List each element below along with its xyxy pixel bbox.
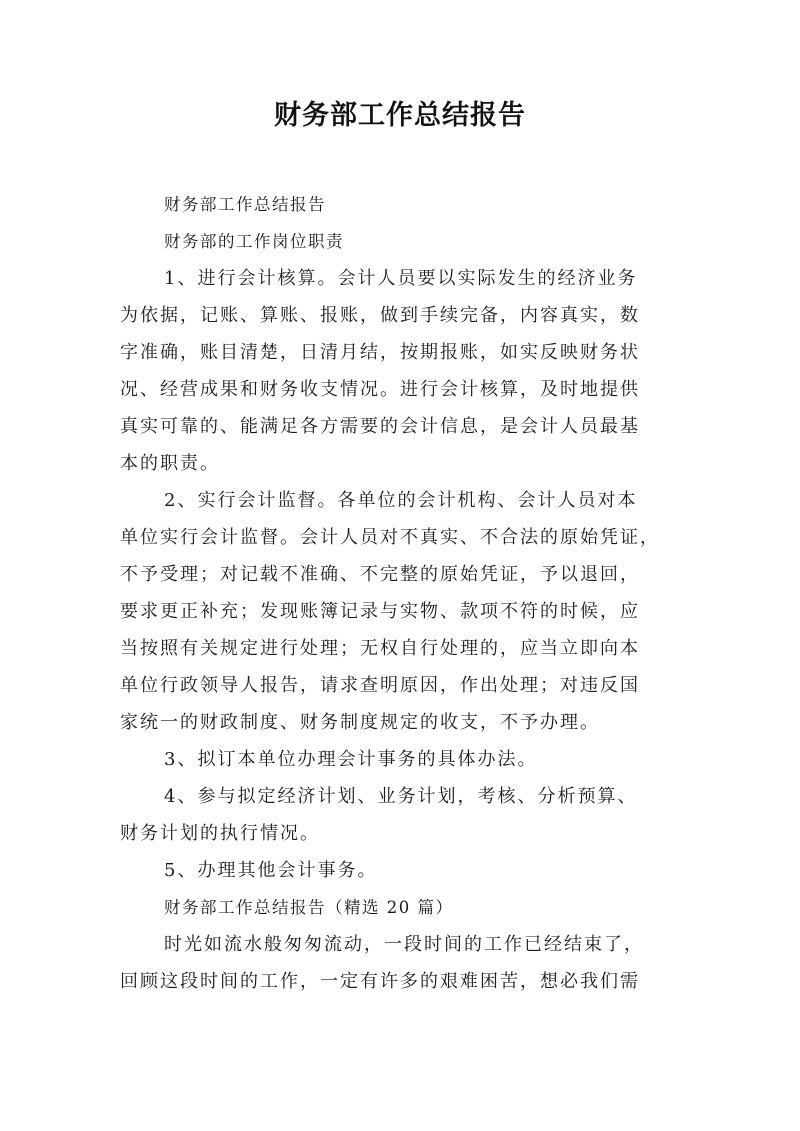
text-line: 不予受理；对记载不准确、不完整的原始凭证，予以退回，	[120, 564, 640, 585]
text-line: 3、拟订本单位办理会计事务的具体办法。	[164, 749, 538, 770]
text-line: 当按照有关规定进行处理；无权自行处理的，应当立即向本	[120, 638, 640, 659]
text-line: 要求更正补充；发现账簿记录与实物、款项不符的时候，应	[120, 601, 640, 622]
text-line: 为依据，记账、算账、报账，做到手续完备，内容真实，数	[120, 305, 640, 326]
text-line: 回顾这段时间的工作，一定有许多的艰难困苦，想必我们需	[120, 971, 640, 992]
text-line: 财务部的工作岗位职责	[164, 232, 344, 251]
text-line: 5、办理其他会计事务。	[164, 860, 378, 881]
text-line: 字准确，账目清楚，日清月结，按期报账，如实反映财务状	[120, 342, 640, 363]
paragraph-intro	[120, 926, 686, 1000]
text-line: 财务计划的执行情况。	[120, 823, 320, 844]
text-line: 真实可靠的、能满足各方需要的会计信息，是会计人员最基	[120, 416, 640, 437]
paragraph-item-3	[120, 741, 686, 778]
text-line: 2、实行会计监督。各单位的会计机构、会计人员对本	[164, 490, 638, 511]
paragraph-section-heading	[120, 223, 686, 260]
text-line: 财务部工作总结报告（精选 20 篇）	[164, 898, 454, 917]
paragraph-item-4	[120, 778, 686, 852]
text-line: 4、参与拟定经济计划、业务计划，考核、分析预算、	[164, 786, 638, 807]
text-line: 财务部工作总结报告	[164, 195, 326, 214]
text-line: 单位实行会计监督。会计人员对不真实、不合法的原始凭证，	[120, 527, 660, 548]
text-line: 单位行政领导人报告，请求查明原因，作出处理；对违反国	[120, 675, 640, 696]
paragraph-item-2	[120, 482, 686, 741]
text-line: 家统一的财政制度、财务制度规定的收支，不予办理。	[120, 712, 600, 733]
document-body	[120, 186, 686, 1000]
paragraph-item-1	[120, 260, 686, 482]
text-line: 本的职责。	[120, 453, 220, 474]
text-line: 1、进行会计核算。会计人员要以实际发生的经济业务	[164, 268, 638, 289]
text-line: 况、经营成果和财务收支情况。进行会计核算，及时地提供	[120, 379, 640, 400]
document-title: 财务部工作总结报告	[274, 100, 526, 131]
paragraph-item-5	[120, 852, 686, 889]
paragraph-subtitle	[120, 186, 686, 223]
text-line: 时光如流水般匆匆流动，一段时间的工作已经结束了，	[164, 934, 644, 955]
paragraph-collection-heading	[120, 889, 686, 926]
